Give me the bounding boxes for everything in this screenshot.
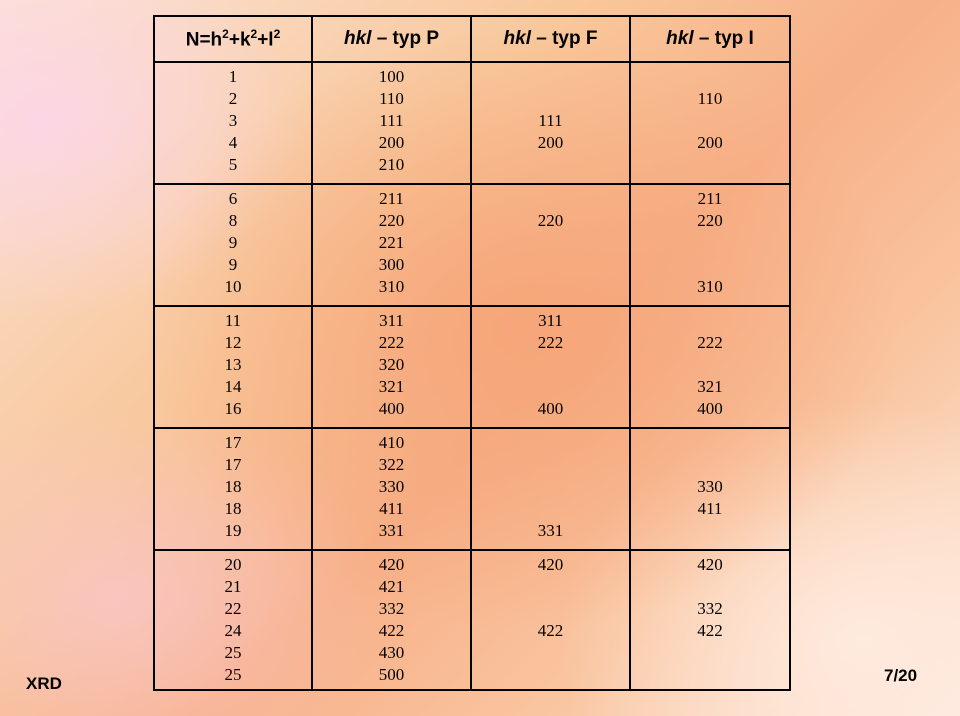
cell-i	[630, 306, 790, 428]
cell-line: 311	[538, 311, 563, 330]
cell-line: 200	[378, 133, 405, 152]
header-typ-label: – typ I	[693, 28, 754, 49]
cell-line: 500	[378, 665, 405, 684]
cell-line: 400	[537, 399, 564, 418]
cell-line	[631, 110, 789, 132]
cell-line: 110	[379, 89, 404, 108]
cell-line: 400	[378, 399, 405, 418]
cell-line: 222	[537, 333, 564, 352]
cell-line: 422	[537, 621, 564, 640]
cell-line	[631, 576, 789, 598]
cell-line: 19	[224, 521, 242, 540]
cell-p	[312, 550, 471, 690]
header-hkl: hkl	[343, 28, 372, 49]
header-hkl: hkl	[666, 28, 694, 49]
table-row	[154, 550, 790, 690]
cell-line: 14	[224, 377, 242, 396]
cell-line	[631, 154, 789, 176]
cell-i	[630, 184, 790, 306]
cell-n	[154, 306, 312, 428]
header-n-sup: 2	[273, 26, 281, 41]
cell-line: 321	[378, 377, 405, 396]
table-body	[154, 62, 790, 690]
cell-line: 21	[224, 577, 242, 596]
cell-line: 220	[537, 211, 564, 230]
cell-line: 4	[228, 133, 238, 152]
cell-line	[631, 454, 789, 476]
cell-line	[472, 454, 629, 476]
cell-line: 310	[378, 277, 405, 296]
cell-line: 20	[224, 555, 242, 574]
cell-line: 200	[537, 133, 564, 152]
cell-line: 411	[379, 499, 404, 518]
cell-n	[154, 428, 312, 550]
cell-line	[631, 66, 789, 88]
cell-line: 420	[697, 555, 723, 574]
cell-line	[472, 88, 629, 110]
cell-line	[631, 354, 789, 376]
cell-line: 13	[224, 355, 242, 374]
header-n	[154, 16, 312, 62]
cell-f	[471, 550, 630, 690]
table-row	[154, 428, 790, 550]
cell-line: 9	[228, 255, 238, 274]
cell-line: 332	[378, 599, 405, 618]
cell-line: 2	[228, 89, 238, 108]
cell-line	[472, 664, 629, 686]
header-hkl: hkl	[503, 28, 531, 49]
cell-line	[631, 432, 789, 454]
cell-n	[154, 550, 312, 690]
hkl-table	[153, 15, 791, 691]
cell-line: 420	[378, 555, 405, 574]
cell-line: 211	[697, 189, 723, 208]
cell-line	[631, 232, 789, 254]
cell-line: 18	[224, 499, 242, 518]
cell-line	[472, 498, 629, 520]
header-typ-label: – typ P	[371, 28, 440, 49]
cell-line: 6	[228, 189, 238, 208]
header-typ-label: – typ F	[530, 28, 598, 49]
cell-line: 17	[224, 433, 242, 452]
cell-line: 210	[378, 155, 405, 174]
cell-n	[154, 62, 312, 184]
table-row	[154, 62, 790, 184]
table-row	[154, 306, 790, 428]
cell-line	[472, 576, 629, 598]
cell-line	[472, 276, 629, 298]
cell-p	[312, 62, 471, 184]
cell-line: 200	[697, 133, 723, 152]
cell-line: 330	[378, 477, 405, 496]
table-row	[154, 184, 790, 306]
cell-line: 321	[697, 377, 723, 396]
cell-line: 1	[228, 67, 238, 86]
cell-line: 422	[697, 621, 723, 640]
cell-line: 5	[228, 155, 238, 174]
cell-line: 330	[697, 477, 723, 496]
header-n-sup: 2	[222, 26, 229, 41]
cell-f	[471, 428, 630, 550]
cell-line: 10	[224, 277, 242, 296]
cell-n	[154, 184, 312, 306]
cell-line: 211	[379, 189, 404, 208]
cell-line: 420	[537, 555, 564, 574]
cell-line	[472, 354, 629, 376]
cell-line	[631, 664, 789, 686]
cell-line: 25	[224, 643, 242, 662]
cell-line: 111	[538, 111, 563, 130]
header-row	[154, 16, 790, 62]
cell-line	[472, 232, 629, 254]
cell-line	[472, 376, 629, 398]
cell-line: 18	[224, 477, 242, 496]
cell-line: 222	[697, 333, 723, 352]
cell-line: 3	[228, 111, 238, 130]
cell-line: 322	[378, 455, 405, 474]
header-typ-i	[630, 16, 790, 62]
cell-line	[631, 520, 789, 542]
cell-line: 331	[378, 521, 405, 540]
cell-line: 11	[224, 311, 242, 330]
header-n-sup: 2	[250, 26, 258, 41]
cell-line	[472, 432, 629, 454]
header-typ-p	[312, 16, 471, 62]
cell-line	[472, 254, 629, 276]
cell-line: 310	[697, 277, 723, 296]
cell-line: 24	[224, 621, 242, 640]
cell-f	[471, 306, 630, 428]
cell-line: 332	[697, 599, 723, 618]
cell-f	[471, 62, 630, 184]
header-n-text: +l	[257, 29, 274, 51]
cell-line	[631, 642, 789, 664]
cell-line: 422	[378, 621, 405, 640]
cell-line: 220	[697, 211, 723, 230]
cell-line	[472, 642, 629, 664]
cell-line: 421	[378, 577, 405, 596]
cell-i	[630, 428, 790, 550]
cell-line: 300	[378, 255, 405, 274]
cell-line: 111	[379, 111, 404, 130]
cell-line: 320	[378, 355, 405, 374]
cell-line	[631, 254, 789, 276]
header-typ-f	[471, 16, 630, 62]
cell-line: 8	[228, 211, 238, 230]
cell-p	[312, 184, 471, 306]
cell-line: 22	[224, 599, 242, 618]
cell-line: 222	[378, 333, 405, 352]
cell-line: 17	[224, 455, 242, 474]
cell-line	[631, 310, 789, 332]
cell-line: 9	[228, 233, 238, 252]
cell-p	[312, 306, 471, 428]
cell-p	[312, 428, 471, 550]
cell-line: 221	[378, 233, 405, 252]
cell-line: 430	[378, 643, 405, 662]
header-n-text: +k	[228, 29, 251, 51]
footer-label: XRD	[26, 674, 62, 693]
cell-line: 16	[224, 399, 242, 418]
cell-line	[472, 66, 629, 88]
cell-line: 220	[378, 211, 405, 230]
header-n-text: N=h	[185, 29, 223, 51]
cell-line	[472, 154, 629, 176]
cell-f	[471, 184, 630, 306]
cell-line: 100	[378, 67, 405, 86]
page-number: 7/20	[884, 666, 918, 685]
cell-line: 400	[697, 399, 723, 418]
cell-i	[630, 550, 790, 690]
cell-line: 331	[537, 521, 564, 540]
cell-line	[472, 598, 629, 620]
cell-line	[472, 476, 629, 498]
cell-line: 25	[224, 665, 242, 684]
cell-i	[630, 62, 790, 184]
cell-line: 311	[379, 311, 404, 330]
cell-line: 411	[697, 499, 723, 518]
cell-line: 12	[224, 333, 242, 352]
cell-line	[472, 188, 629, 210]
cell-line: 410	[378, 433, 405, 452]
cell-line: 110	[697, 89, 723, 108]
